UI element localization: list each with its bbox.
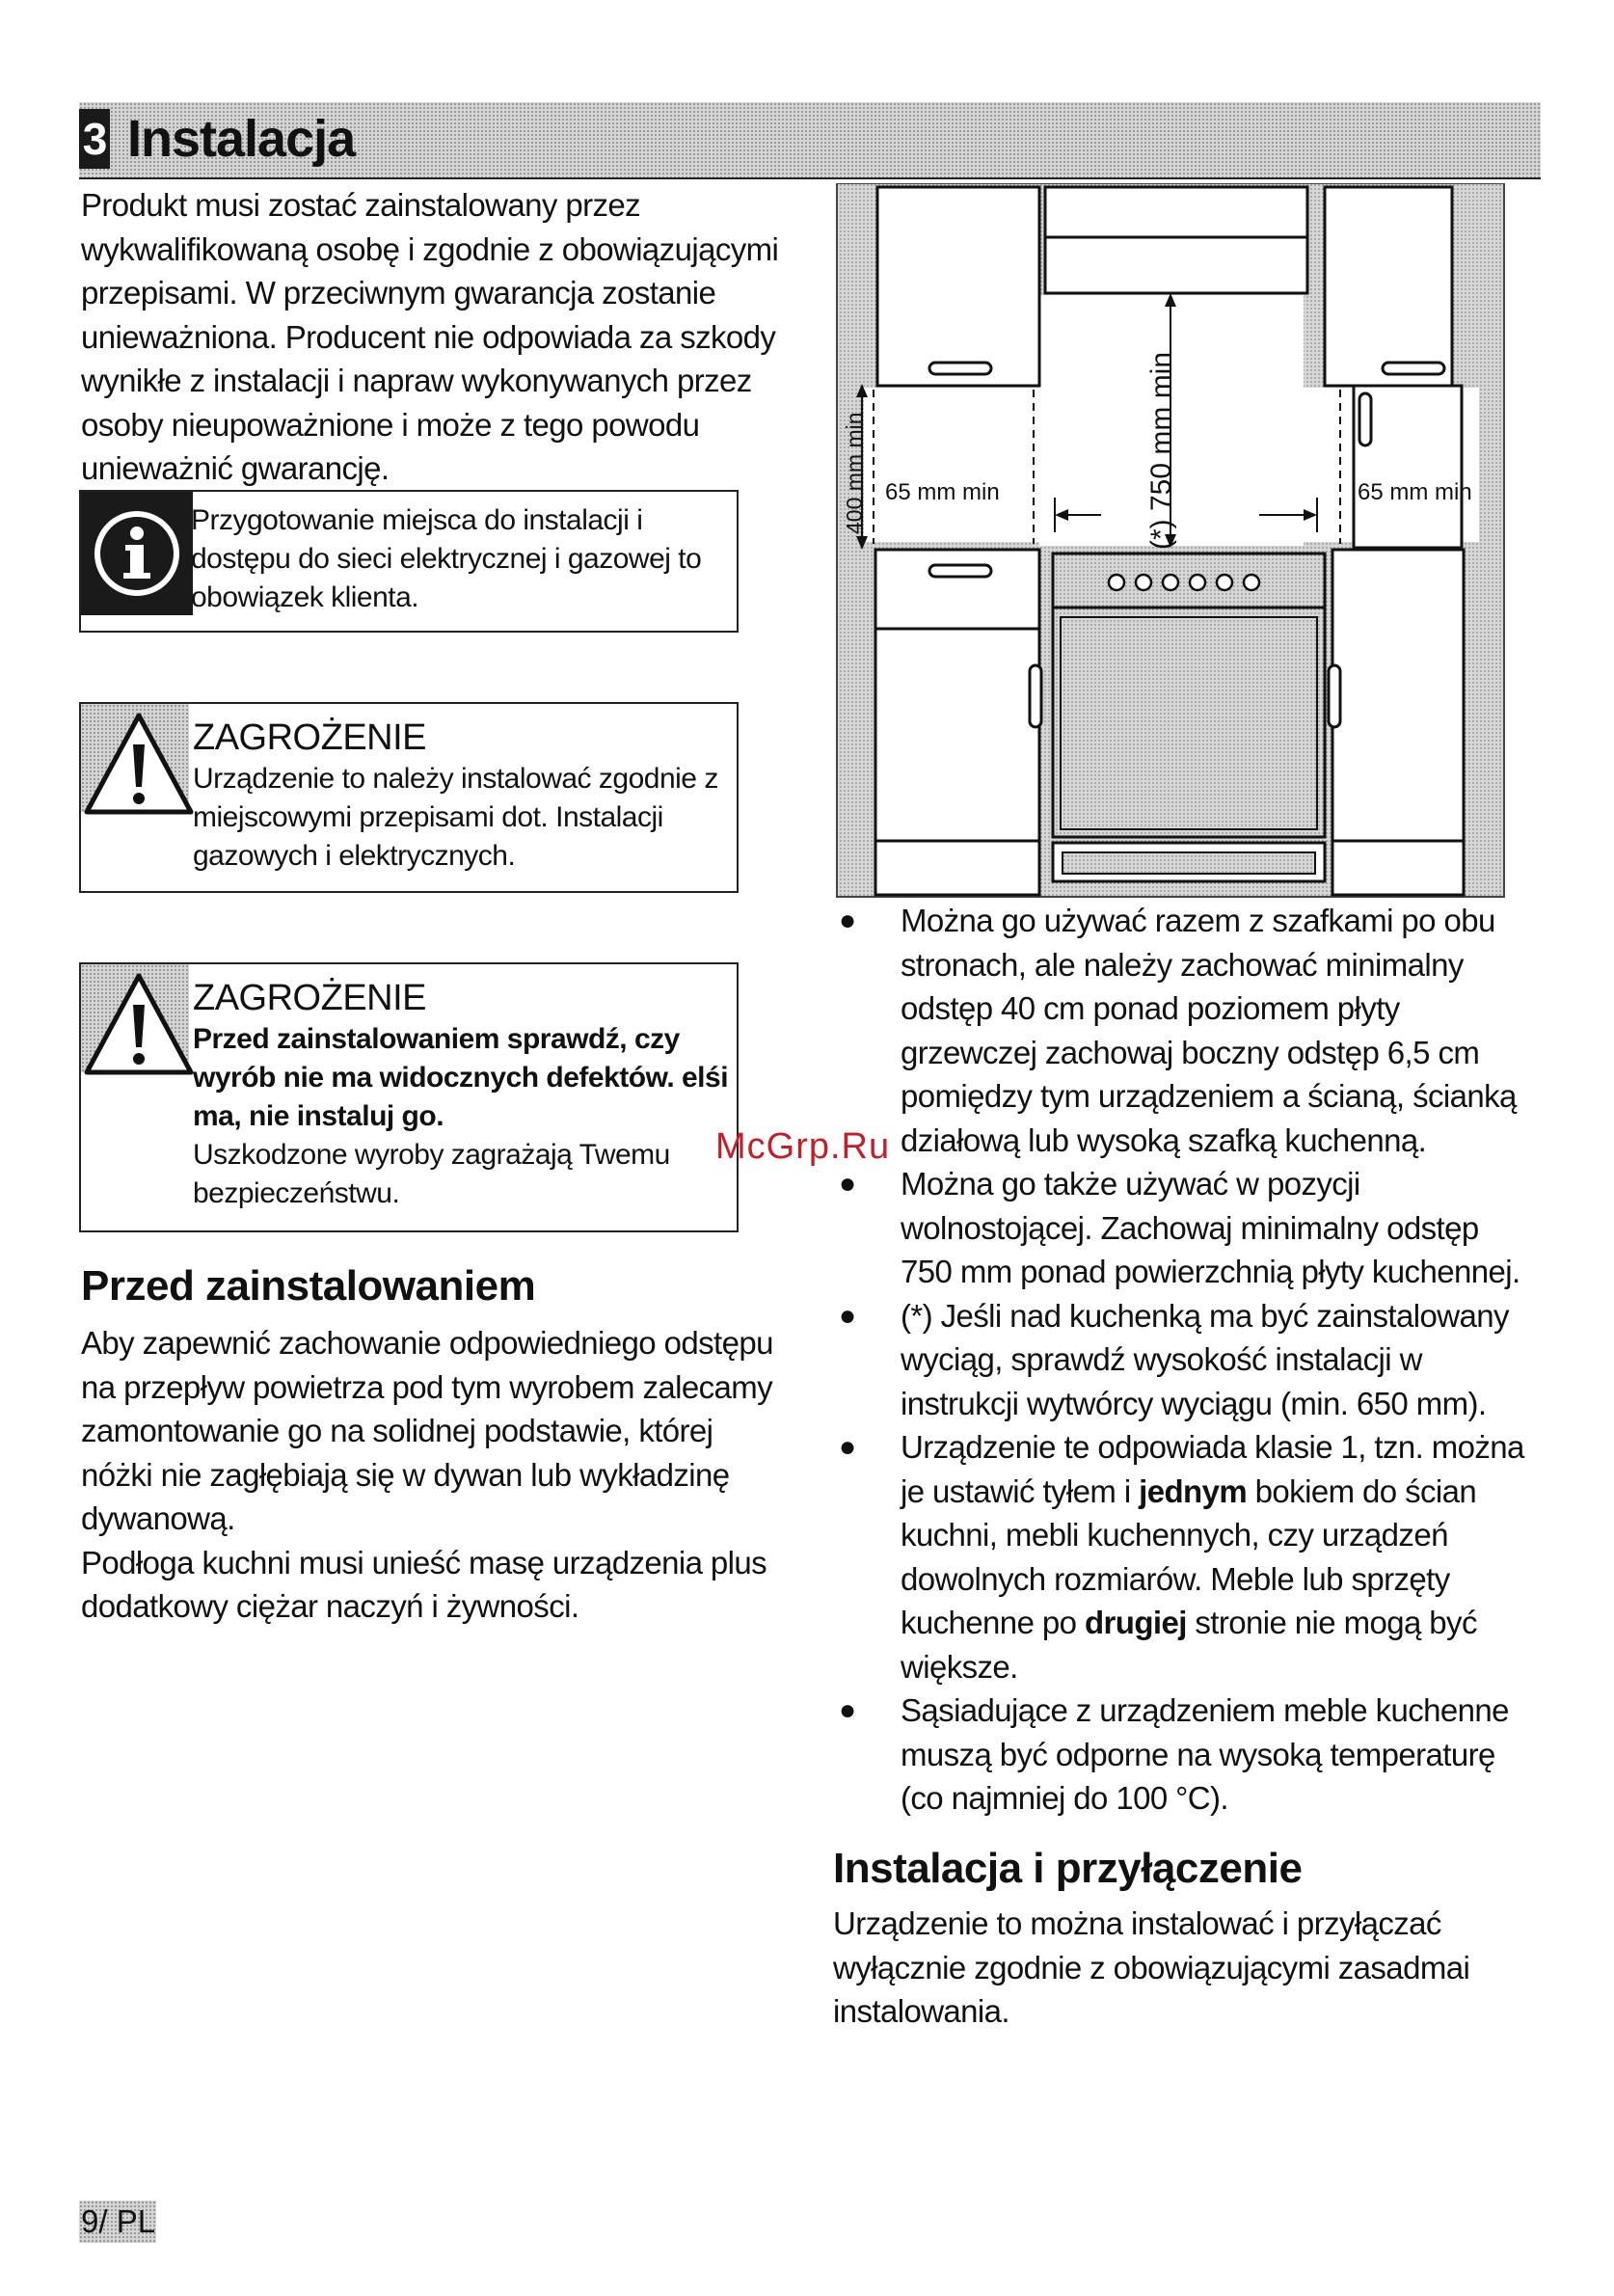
info-box bbox=[79, 490, 739, 633]
label-400mm: 400 mm min bbox=[842, 412, 867, 534]
installation-clearance-diagram bbox=[835, 183, 1506, 899]
list-item: ● Można go używać razem z szafkami po obu stronach, ale należy zachować minimalny odstęp 40 cm ponad poziomem płyty grzewczej zachowaj boczny odstęp 6,5 cm pomiędzy tym urządzeniem a ścianą, ścianką działową lub wysoką szafką kuchenną. bbox=[839, 903, 1517, 1158]
label-65mm-left: 65 mm min bbox=[885, 479, 1000, 505]
install-connect-paragraph: Urządzenie to można instalować i przyłączać wyłącznie zgodnie z obowiązującymi zasadmai instalowania. bbox=[833, 1905, 1470, 2029]
page-number: 9/ PL bbox=[79, 2201, 156, 2243]
list-item: ● (*) Jeśli nad kuchenką ma być zainstalowany wyciąg, sprawdź wysokość instalacji w instrukcji wytwórcy wyciągu (min. 650 mm). bbox=[839, 1297, 1509, 1421]
label-750mm: (*) 750 mm min bbox=[1145, 351, 1177, 550]
section-title: Instalacja bbox=[127, 110, 356, 168]
warning-box-1 bbox=[79, 702, 739, 893]
warning-box-2-content: ZAGROŻENIE Przed zainstalowaniem sprawdź, czy wyrób nie ma widocznych defektów. elśi ma, nie instaluj go. Uszkodzone wyroby zagrażają Twemu bezpieczeństwu. bbox=[193, 976, 733, 1213]
intro-paragraph: Produkt musi zostać zainstalowany przez wykwalifikowaną osobę i zgodnie z obowiązującymi przepisami. W przeciwnym gwarancja zostanie unieważniona. Producent nie odpowiada za szkody wynikłe z instalacji i napraw wykonywanych przez osoby nieupoważnione i może z tego powodu unieważnić gwarancję. bbox=[81, 187, 779, 486]
section-number: 3 bbox=[79, 109, 110, 169]
list-item: ● Można go także używać w pozycji wolnostojącej. Zachowaj minimalny odstęp 750 mm ponad powierzchnią płyty kuchennej. bbox=[839, 1166, 1520, 1289]
warning-triangle-icon bbox=[83, 712, 195, 823]
info-icon bbox=[81, 492, 193, 615]
label-65mm-right: 65 mm min bbox=[1358, 479, 1472, 505]
watermark-text: McGrp.Ru bbox=[715, 1126, 891, 1167]
info-box-text: Przygotowanie miejsca do instalacji i dostępu do sieci elektrycznej i gazowej to obowiązek klienta. bbox=[191, 504, 702, 613]
warning-triangle-icon bbox=[83, 972, 195, 1083]
header-divider bbox=[79, 177, 1541, 179]
warning-title: ZAGROŻENIE bbox=[193, 978, 427, 1018]
requirements-list bbox=[831, 899, 1525, 1821]
warning-bold-text: Przed zainstalowaniem sprawdź, czy wyrób nie ma widocznych defektów. elśi ma, nie instaluj go. bbox=[193, 1023, 729, 1132]
heading-install-connect: Instalacja i przyłączenie bbox=[833, 1845, 1303, 1892]
warning-box-2 bbox=[79, 962, 739, 1232]
warning-title: ZAGROŻENIE bbox=[193, 717, 427, 758]
before-install-paragraph: Aby zapewnić zachowanie odpowiedniego odstępu na przepływ powietrza pod tym wyrobem zalecamy zamontowanie go na solidnej podstawie, której nóżki nie zagłębiają się w dywan lub wykładzinę dywanową. Podłoga kuchni musi unieść masę urządzenia plus dodatkowy ciężar naczyń i żywności. bbox=[81, 1325, 773, 1624]
list-item: ● Sąsiadujące z urządzeniem meble kuchenne muszą być odporne na wysoką temperaturę (co najmniej do 100 °C). bbox=[839, 1692, 1509, 1816]
list-item: ● Urządzenie te odpowiada klasie 1, tzn. można je ustawić tyłem i jednym bokiem do ścian kuchni, mebli kuchennych, czy urządzeń dowolnych rozmiarów. Meble lub sprzęty kuchenne po drugiej stronie nie mogą być większe. bbox=[839, 1429, 1524, 1685]
warning-box-1-content: ZAGROŻENIE Urządzenie to należy instalować zgodnie z miejscowymi przepisami dot. Instalacji gazowych i elektrycznych. bbox=[193, 716, 733, 876]
heading-before-install: Przed zainstalowaniem bbox=[81, 1262, 536, 1310]
